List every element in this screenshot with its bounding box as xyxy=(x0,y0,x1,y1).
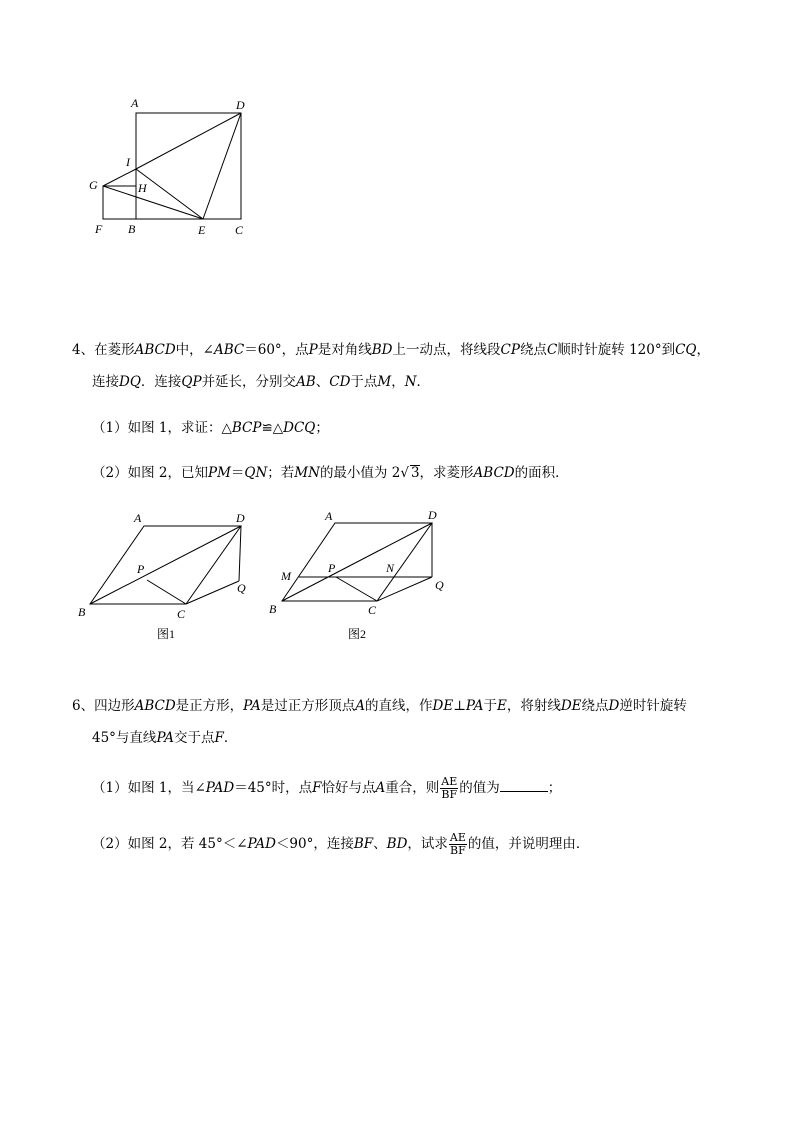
fig1-label-Q: Q xyxy=(237,581,246,595)
diagonal-bd xyxy=(90,526,241,604)
q6-line2: 45°与直线PA交于点F． xyxy=(92,730,238,746)
q4-line1: 4、在菱形ABCD中，∠ABC＝60°，点P是对角线BD上一动点，将线段CP绕点C顺时针旋转 120°到CQ， xyxy=(72,342,710,358)
square-abcd xyxy=(136,113,241,219)
fig2-label-D: D xyxy=(428,508,437,522)
segment-id xyxy=(136,113,241,169)
q6-sub2: （2）如图 2，若 45°＜∠PAD＜90°，连接BF、BD，试求 $\frac{AE}{BF}$ 的值，并说明理由． xyxy=(92,831,590,857)
segment-dq xyxy=(239,526,241,581)
segment-gi xyxy=(103,169,136,186)
q4-sub1: （1）如图 1，求证：△BCP≌△DCQ； xyxy=(92,420,329,436)
fig2-caption: 图2 xyxy=(348,627,367,641)
segment-cp xyxy=(336,577,377,601)
segment-ge xyxy=(103,186,203,219)
figure-top-square xyxy=(80,92,280,242)
segment-de xyxy=(203,113,241,219)
sqrt-radicand: 3 xyxy=(410,465,420,481)
fig2-label-M: M xyxy=(281,569,291,583)
label-E: E xyxy=(198,223,206,237)
fig1-label-P: P xyxy=(137,562,145,576)
fraction-ae-bf: $\frac{AE}{BF}$ xyxy=(441,775,458,801)
answer-blank[interactable] xyxy=(500,778,548,792)
label-G: G xyxy=(89,178,98,192)
q4-line2: 连接DQ．连接QP并延长，分别交AB、CD于点M，N． xyxy=(92,374,431,390)
q6-line1: 6、四边形ABCD是正方形，PA是过正方形顶点A的直线，作DE⊥PA于E，将射线DE绕点D逆时针旋转 xyxy=(72,698,687,714)
q6-number: 6、 xyxy=(72,698,95,714)
fig2-label-C: C xyxy=(368,603,377,617)
fig2-label-N: N xyxy=(386,561,395,575)
fraction-ae-bf: $\frac{AE}{BF}$ xyxy=(449,831,466,857)
q4-sub2: （2）如图 2，已知PM＝QN；若MN的最小值为 2√ 3，求菱形ABCD的面积． xyxy=(92,465,569,481)
label-B: B xyxy=(128,222,136,236)
q6-sub1: （1）如图 1，当∠PAD＝45°时，点F恰好与点A重合，则 $\frac{AE}{BF}$ 的值为 ； xyxy=(92,775,562,801)
figure-1 xyxy=(70,505,260,645)
label-D: D xyxy=(236,98,245,112)
fig1-label-C: C xyxy=(177,607,186,621)
label-I: I xyxy=(126,155,130,169)
fig2-label-A: A xyxy=(325,509,333,523)
label-C: C xyxy=(235,223,244,237)
sqrt-symbol: √ xyxy=(400,465,409,481)
fig1-label-D: D xyxy=(236,511,245,525)
fig2-label-P: P xyxy=(328,561,336,575)
fig1-caption: 图1 xyxy=(157,627,176,641)
fig1-label-B: B xyxy=(78,605,86,619)
q4-number: 4、 xyxy=(72,342,95,358)
label-A: A xyxy=(131,96,139,110)
segment-cp xyxy=(147,580,186,604)
fig2-label-B: B xyxy=(269,602,277,616)
label-H: H xyxy=(138,181,147,195)
fig1-label-A: A xyxy=(134,511,142,525)
fig2-label-Q: Q xyxy=(435,578,444,592)
label-F: F xyxy=(95,222,103,236)
figure-2 xyxy=(262,505,452,645)
